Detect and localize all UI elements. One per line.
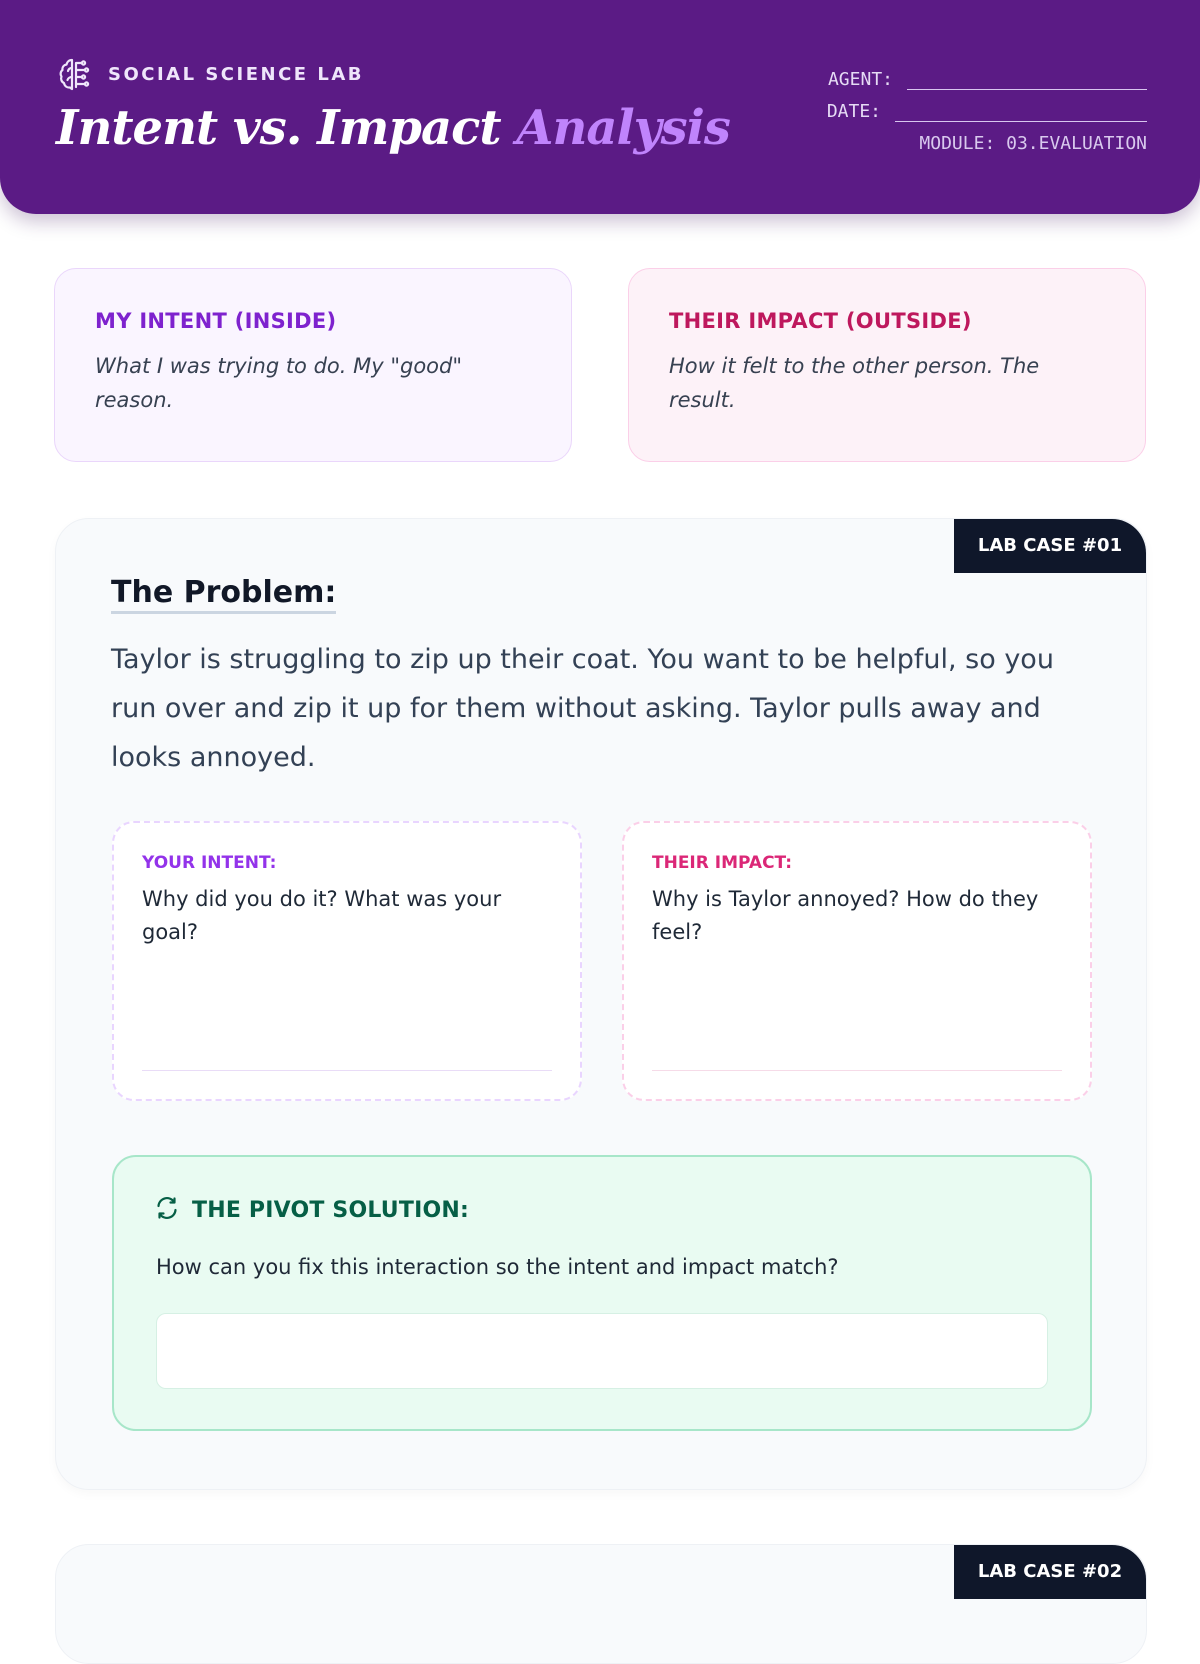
impact-answer-label: THEIR IMPACT: xyxy=(652,853,793,873)
refresh-icon xyxy=(154,1195,180,1225)
module-label: MODULE: 03.EVALUATION xyxy=(919,133,1147,154)
lab-name: SOCIAL SCIENCE LAB xyxy=(108,63,364,85)
meta-block xyxy=(807,58,1147,154)
lab-case-card xyxy=(55,518,1147,1490)
agent-line xyxy=(807,58,1147,90)
intent-definition-text: What I was trying to do. My "good" reason. xyxy=(95,354,463,412)
agent-label: AGENT: xyxy=(827,69,893,90)
impact-answer-box[interactable] xyxy=(622,821,1092,1101)
intent-answer-question: Why did you do it? What was your goal? xyxy=(142,887,502,944)
lab-brand xyxy=(56,56,364,92)
lab-case-card-2 xyxy=(55,1544,1147,1664)
title-accent: Analysis xyxy=(516,100,730,156)
brain-icon xyxy=(56,56,92,92)
impact-definition-text: How it felt to the other person. The result. xyxy=(669,354,1040,412)
date-line xyxy=(807,90,1147,122)
agent-field[interactable] xyxy=(907,67,1147,90)
impact-definition-card xyxy=(628,268,1146,462)
impact-answer-line[interactable] xyxy=(652,1070,1062,1072)
lab-case-tab: LAB CASE #01 xyxy=(954,519,1146,573)
intent-answer-line[interactable] xyxy=(142,1070,552,1072)
title-main: Intent vs. Impact xyxy=(56,100,501,156)
pivot-solution-box xyxy=(112,1155,1092,1431)
pivot-header xyxy=(154,1195,469,1225)
date-field[interactable] xyxy=(895,99,1147,122)
impact-definition-title: THEIR IMPACT (OUTSIDE) xyxy=(669,309,972,333)
impact-answer-question: Why is Taylor annoyed? How do they feel? xyxy=(652,887,1039,944)
intent-answer-label: YOUR INTENT: xyxy=(142,853,277,873)
intent-definition-card xyxy=(54,268,572,462)
page-title xyxy=(56,100,730,156)
header xyxy=(0,0,1200,214)
problem-title: The Problem: xyxy=(111,575,336,614)
pivot-question: How can you fix this interaction so the intent and impact match? xyxy=(156,1255,839,1279)
pivot-title: THE PIVOT SOLUTION: xyxy=(192,1197,469,1223)
problem-text: Taylor is struggling to zip up their coat. You want to be helpful, so you run over and zip it up for them without asking. Taylor pulls away and looks annoyed. xyxy=(111,644,1054,773)
pivot-answer-field[interactable] xyxy=(156,1313,1048,1389)
lab-case-tab-2: LAB CASE #02 xyxy=(954,1545,1146,1599)
intent-definition-title: MY INTENT (INSIDE) xyxy=(95,309,337,333)
intent-answer-box[interactable] xyxy=(112,821,582,1101)
date-label: DATE: xyxy=(826,101,881,122)
